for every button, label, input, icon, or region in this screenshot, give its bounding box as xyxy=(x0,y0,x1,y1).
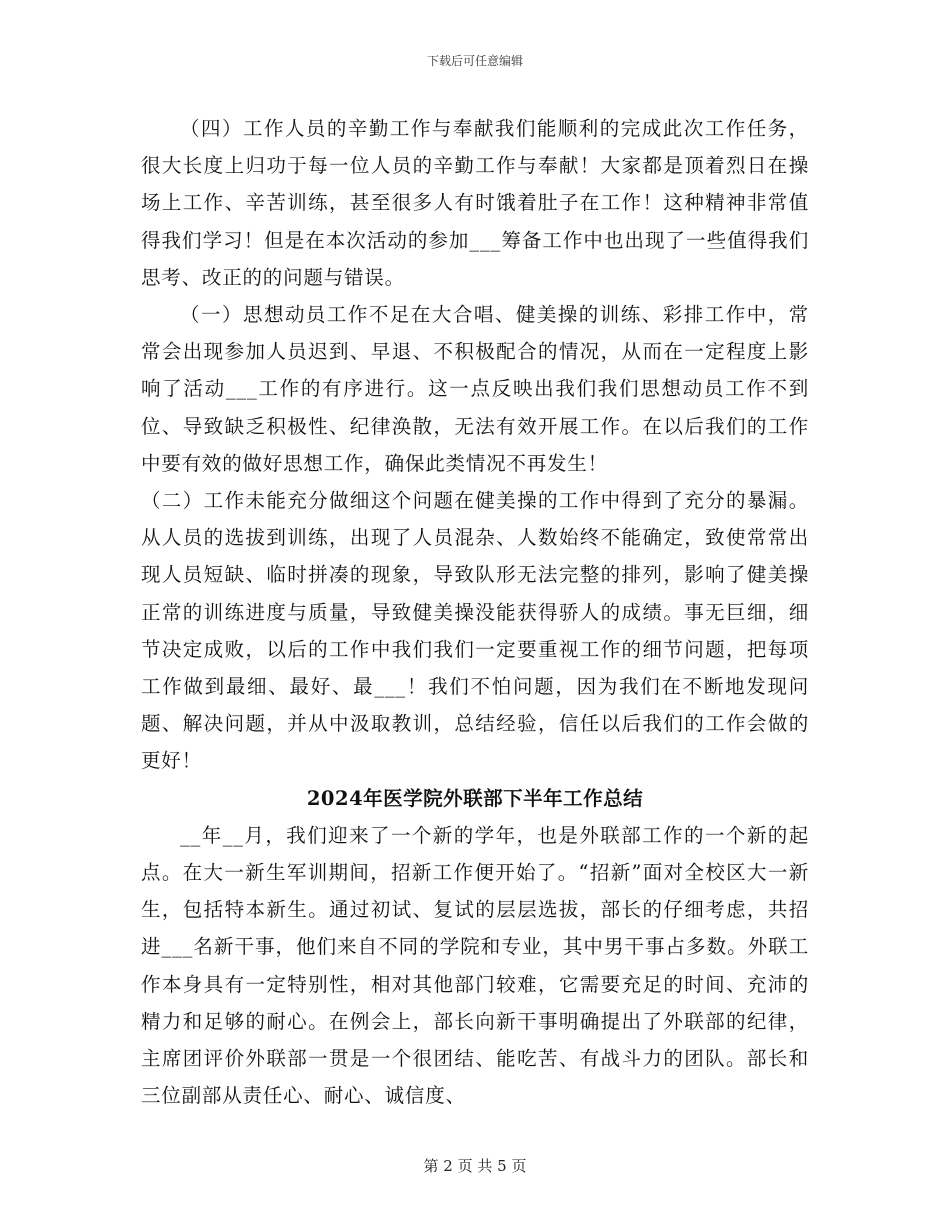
page-number: 第 2 页 共 5 页 xyxy=(423,1157,527,1175)
page-header: 下载后可任意编辑 xyxy=(426,54,523,68)
paragraph-one: （一）思想动员工作不足在大合唱、健美操的训练、彩排工作中，常常会出现参加人员迟到、早退、不积极配合的情况，从而在一定程度上影响了活动___工作的有序进行。这一点反映出我们我们思想动员工作不到位、导致缺乏积极性、纪律涣散，无法有效开展工作。在以后我们的工作中要有效的做好思想工作，确保此类情况不再发生！ xyxy=(141,303,809,475)
document-body xyxy=(141,110,809,1114)
document-title: 2024年医学院外联部下半年工作总结 xyxy=(306,786,644,810)
paragraph-summary: __年__月，我们迎来了一个新的学年，也是外联部工作的一个新的起点。在大一新生军训期间，招新工作便开始了。“招新”面对全校区大一新生，包括特本新生。通过初试、复试的层层选拔，部长的仔细考虑，共招进___名新干事，他们来自不同的学院和专业，其中男干事占多数。外联工作本身具有一定特别性，相对其他部门较难，它需要充足的时间、充沛的精力和足够的耐心。在例会上，部长向新干事明确提出了外联部的纪律，主席团评价外联部一贯是一个很团结、能吃苦、有战斗力的团队。部长和三位副部从责任心、耐心、诚信度、 xyxy=(141,823,809,1108)
paragraph-two: （二）工作未能充分做细这个问题在健美操的工作中得到了充分的暴漏。从人员的选拔到训练，出现了人员混杂、人数始终不能确定，致使常常出现人员短缺、临时拼凑的现象，导致队形无法完整的排列，影响了健美操正常的训练进度与质量，导致健美操没能获得骄人的成绩。事无巨细，细节决定成败，以后的工作中我们我们一定要重视工作的细节问题，把每项工作做到最细、最好、最___！我们不怕问题，因为我们在不断地发现问题、解决问题，并从中汲取教训，总结经验，信任以后我们的工作会做的更好！ xyxy=(141,489,809,773)
paragraph-four: （四）工作人员的辛勤工作与奉献我们能顺利的完成此次工作任务，很大长度上归功于每一位人员的辛勤工作与奉献！大家都是顶着烈日在操场上工作、辛苦训练，甚至很多人有时饿着肚子在工作！这种精神非常值得我们学习！但是在本次活动的参加___筹备工作中也出现了一些值得我们思考、改正的的问题与错误。 xyxy=(141,117,809,289)
